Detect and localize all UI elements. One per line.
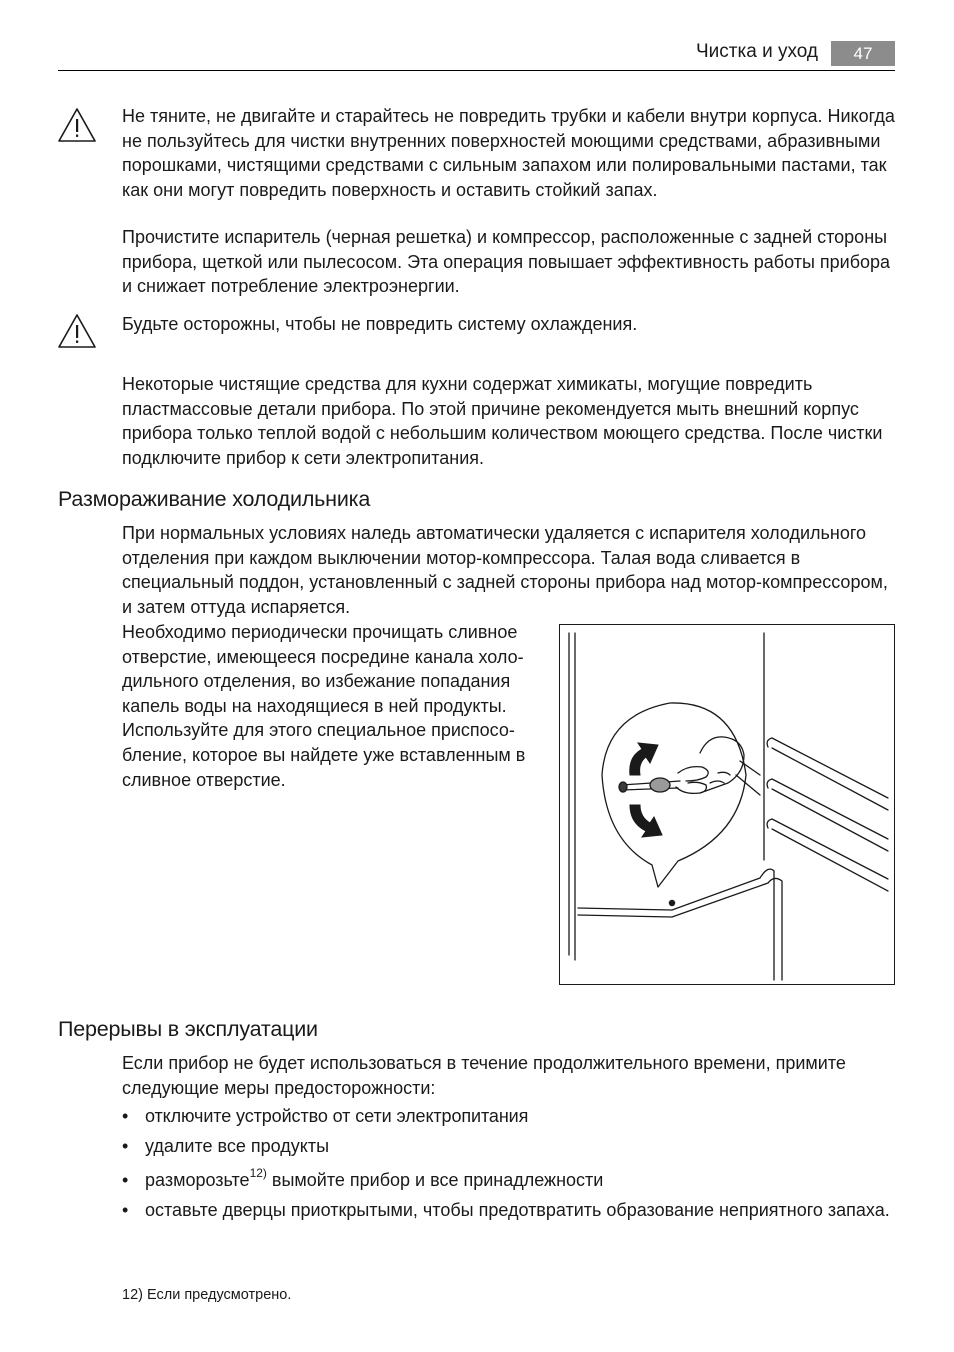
heading-defrost: Размораживание холодильника (58, 487, 371, 511)
list-item-text: разморозьте (145, 1169, 250, 1190)
list-item (122, 1198, 897, 1223)
warning-text-tubes: Не тяните, не двигайте и старайтесь не повредить трубки и кабели внутри корпуса. Никогда не пользуйтесь для чистки внутренних поверхностей моющими средствами, абразивными порошками, чистящими средствами с сильным запахом или полировальными пастами, так как они могут повредить поверхность и оставить стойкий запах. (122, 106, 895, 200)
warning-triangle-icon (57, 313, 97, 349)
fridge-interior-drawing (560, 625, 894, 984)
bullet-dot: • (122, 1169, 129, 1190)
list-item-text: отключите устройство от сети электропитания (145, 1106, 529, 1126)
paragraph-evaporator: Прочистите испаритель (черная решетка) и компрессор, расположенные с задней стороны прибора, щеткой или пылесосом. Эта операция повышает эффективность работы прибора и снижает потребление электроэнергии. (122, 227, 891, 297)
bullet-dot: • (122, 1106, 129, 1126)
footnote-ref[interactable]: 12) (249, 1165, 267, 1180)
heading-pause: Перерывы в эксплуатации (58, 1017, 318, 1041)
paragraph-chemicals: Некоторые чистящие средства для кухни содержат химикаты, могущие повредить пластмассовые детали прибора. По этой причине рекомендуется мыть внешний корпус прибора только теплой водой с небольшим количеством моющего средства. После чистки подключите прибор к сети электропитания. (122, 374, 883, 468)
paragraph-drain-hole: Необходимо периодически прочищать сливное отверстие, имеющееся посредине канала холодильного отделения, во избежание попадания капель воды на находящиеся в ней продукты. Используйте для этого специальное приспособление, которое вы найдете уже вставленным в сливное отверстие. (122, 622, 526, 790)
header-divider (58, 70, 895, 71)
list-item (122, 1165, 897, 1193)
list-item-text: удалите все продукты (145, 1136, 330, 1157)
list-item (122, 1104, 897, 1129)
warning-triangle-icon (57, 107, 97, 143)
warning-text-cooling: Будьте осторожны, чтобы не повредить систему охлаждения. (122, 314, 638, 334)
bullet-dot: • (122, 1199, 129, 1220)
list-item-text: оставьте дверцы приоткрытыми, чтобы предотвратить образование неприятного запаха. (145, 1199, 890, 1220)
list-item (122, 1134, 897, 1159)
section-title: Чистка и уход (696, 41, 818, 62)
bullet-dot: • (122, 1136, 129, 1157)
list-item-text-cont: вымойте прибор и все принадлежности (266, 1169, 604, 1190)
page-number: 47 (831, 41, 895, 66)
drain-cleaning-illustration (559, 624, 895, 985)
paragraph-defrost-auto: При нормальных условиях наледь автоматически удаляется с испарителя холодильного отделения при каждом выключении мотор-компрессора. Талая вода сливается в специальный поддон, установленный с задней стороны прибора над мотор-компрессором, и затем оттуда испаряется. (122, 523, 888, 617)
footnote: 12) Если предусмотрено. (122, 1287, 292, 1303)
paragraph-pause-intro: Если прибор не будет использоваться в течение продолжительного времени, примите следующие меры предосторожности: (122, 1053, 846, 1098)
precautions-list (122, 1104, 897, 1228)
